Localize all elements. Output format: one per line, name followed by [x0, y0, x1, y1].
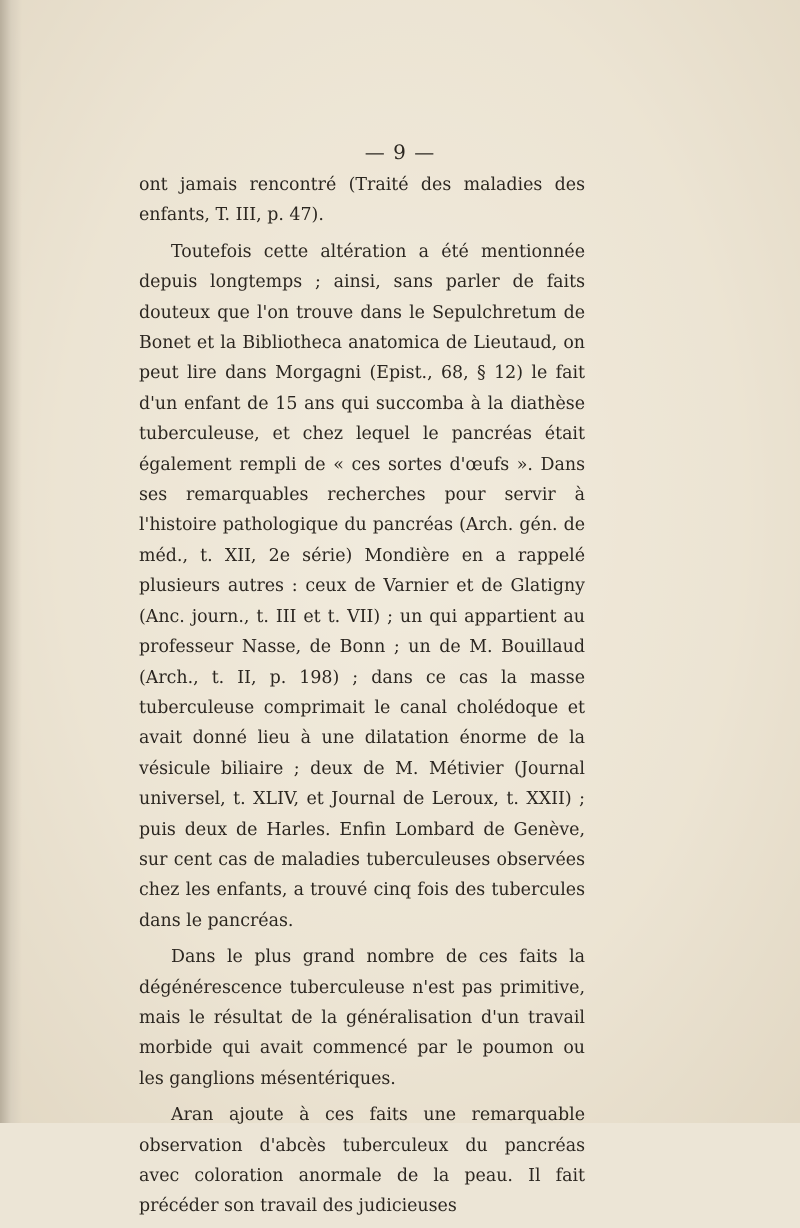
paragraph-aran: Aran ajoute à ces faits une remarquable observation d'abcès tuberculeux du pancréas avec coloration anormale de la peau. Il fait précéder son travail des judicieuses: [139, 1105, 585, 1217]
body-text: [139, 170, 585, 1228]
paragraph-degeneration: Dans le plus grand nombre de ces faits la dégénérescence tuberculeuse n'est pas primitive, mais le résultat de la généralisation d'un travail morbide qui avait commencé par le poumon ou les ganglions mésentériques.: [139, 947, 585, 1089]
binding-edge-shadow: [0, 0, 22, 1123]
paragraph-history: Toutefois cette altération a été mentionnée depuis longtemps ; ainsi, sans parler de faits douteux que l'on trouve dans le Sepulchretum de Bonet et la Bibliotheca anatomica de Lieutaud, on peut lire dans Morgagni (Epist., 68, § 12) le fait d'un enfant de 15 ans qui succomba à la diathèse tuberculeuse, et chez lequel le pancréas était également rempli de « ces sortes d'œufs ». Dans ses remarquables recherches pour servir à l'histoire pathologique du pancréas (Arch. gén. de méd., t. XII, 2e série) Mondière en a rappelé plusieurs autres : ceux de Varnier et de Glatigny (Anc. journ., t. III et t. VII) ; un qui appartient au professeur Nasse, de Bonn ; un de M. Bouillaud (Arch., t. II, p. 198) ; dans ce cas la masse tuberculeuse comprimait le canal cholédoque et avait donné lieu à une dilatation énorme de la vésicule biliaire ; deux de M. Métivier (Journal universel, t. XLIV, et Journal de Leroux, t. XXII) ; puis deux de Harles. Enfin Lombard de Genève, sur cent cas de maladies tuberculeuses observées chez les enfants, a trouvé cinq fois des tubercules dans le pancréas.: [139, 241, 585, 931]
page-number: — 9 —: [364, 140, 436, 164]
paragraph-continuation: ont jamais rencontré (Traité des maladies des enfants, T. III, p. 47).: [139, 175, 585, 226]
